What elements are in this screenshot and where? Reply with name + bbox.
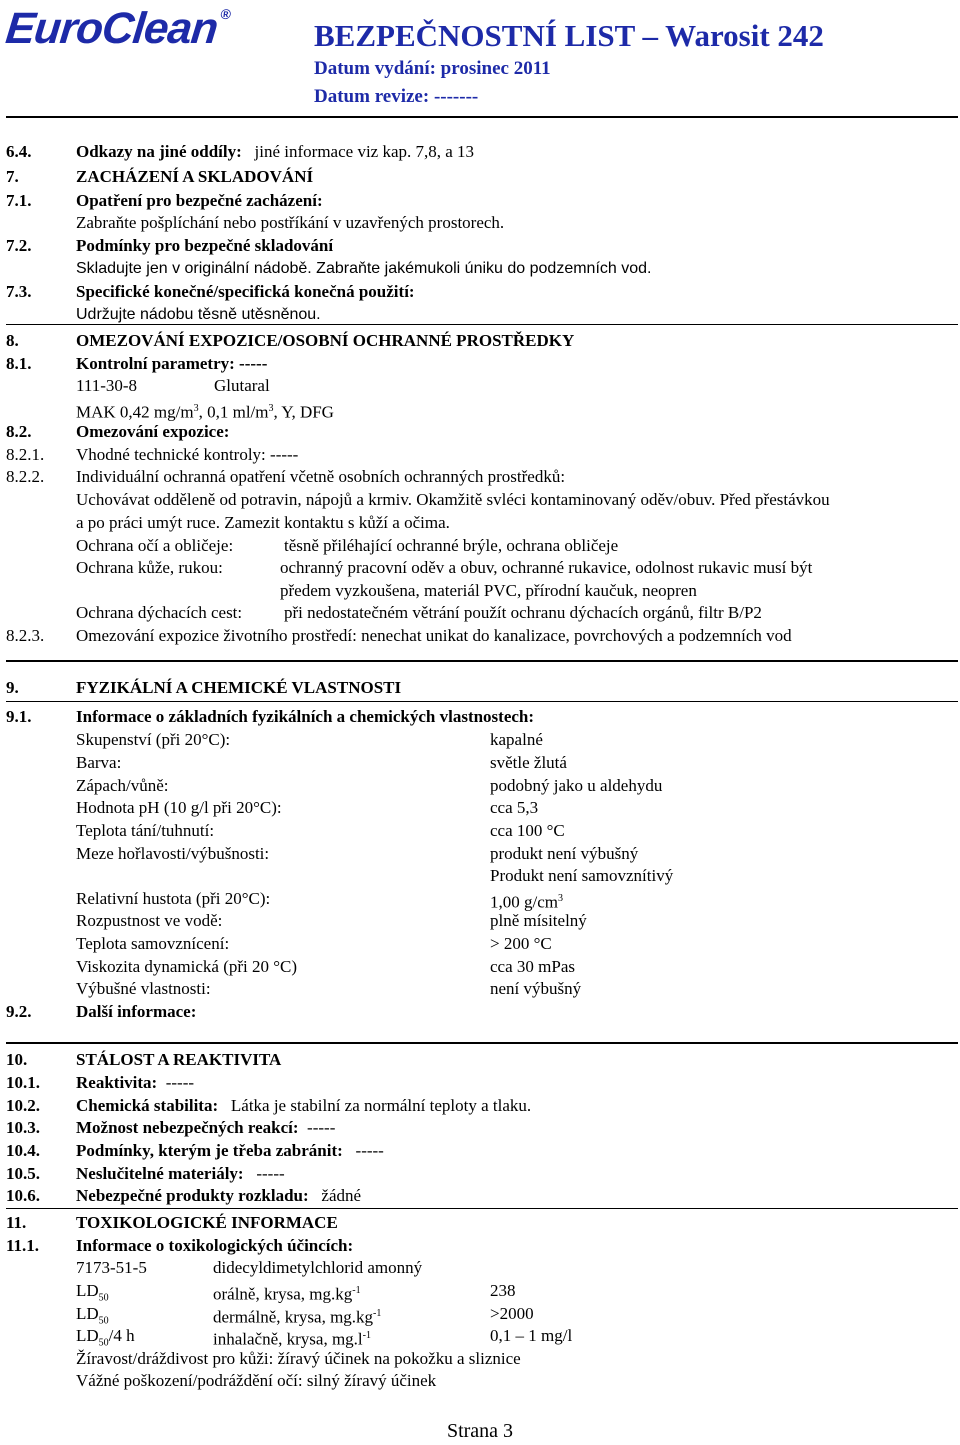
issue-date: Datum vydání: prosinec 2011: [314, 58, 551, 79]
section-divider: [6, 660, 958, 662]
header-divider: [6, 116, 958, 118]
section-divider: [6, 1042, 958, 1044]
section-divider: [6, 324, 958, 325]
revision-date: Datum revize: -------: [314, 86, 479, 107]
section-divider: [6, 701, 958, 702]
section-divider: [6, 1208, 958, 1209]
document-title: BEZPEČNOSTNÍ LIST – Warosit 242: [314, 18, 824, 53]
brand-logo: EuroClean®: [3, 4, 231, 53]
page-number: Strana 3: [446, 1420, 514, 1442]
